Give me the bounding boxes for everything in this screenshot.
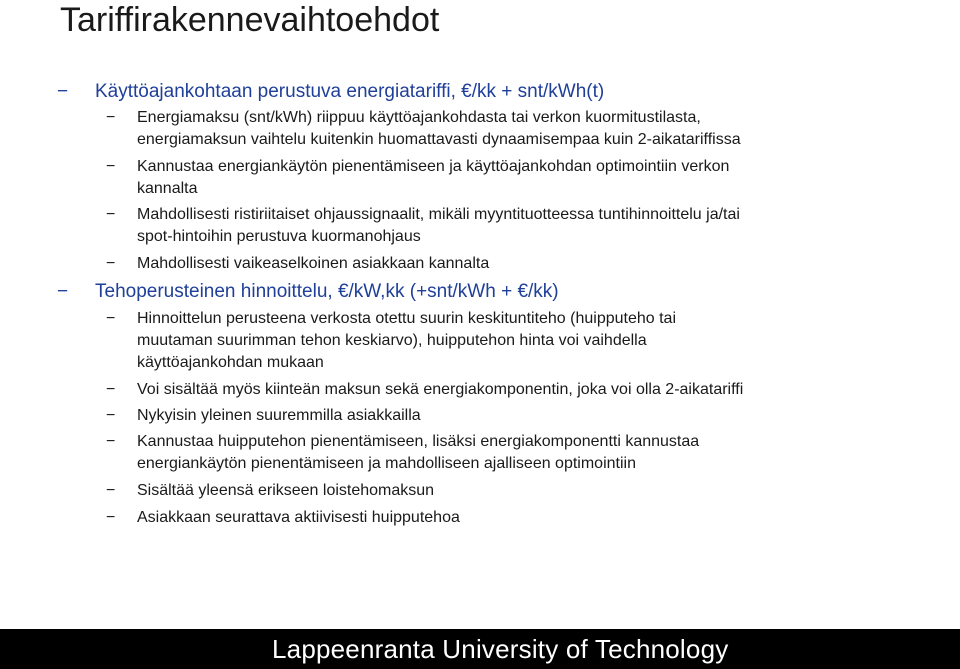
sub-bullet — [106, 507, 460, 529]
dash-marker: − — [106, 109, 116, 126]
dash-marker: − — [57, 281, 69, 302]
dash-marker: − — [57, 81, 69, 102]
sub-bullet — [106, 405, 421, 427]
dash-marker: − — [106, 433, 116, 450]
sub-bullet — [106, 107, 741, 151]
sub-bullet-line: muutaman suurimman tehon keskiarvo), huipputehon hinta voi vaihdella — [137, 332, 647, 349]
footer-university-name: Lappeenranta University of Technology — [272, 634, 729, 664]
sub-bullet-line: käyttöajankohdan mukaan — [137, 354, 324, 371]
sub-bullet-line: spot-hintoihin perustuva kuormanohjaus — [137, 228, 421, 245]
sub-bullet-line: Sisältää yleensä erikseen loistehomaksun — [137, 482, 435, 499]
slide-title: Tariffirakennevaihtoehdot — [60, 1, 440, 39]
sub-bullet-line: Kannustaa energiankäytön pienentämiseen ja käyttöajankohdan optimointiin verkon — [137, 158, 730, 175]
bullet-text: Tehoperusteinen hinnoittelu, €/kW,kk (+snt/kWh + €/kk) — [95, 281, 559, 302]
sub-bullet-line: Asiakkaan seurattava aktiivisesti huipputehoa — [137, 509, 460, 526]
dash-marker: − — [106, 407, 116, 424]
bullet-power-pricing — [57, 280, 559, 304]
sub-bullet — [106, 204, 740, 248]
sub-bullet — [106, 156, 730, 200]
dash-marker: − — [106, 381, 116, 398]
sub-bullet-line: kannalta — [137, 180, 198, 197]
sub-bullet-line: energiamaksun vaihtelu kuitenkin huomattavasti dynaamisempaa kuin 2-aikatariffissa — [137, 131, 741, 148]
sub-bullet — [106, 379, 744, 401]
sub-bullet-line: Hinnoittelun perusteena verkosta otettu suurin keskituntiteho (huipputeho tai — [137, 310, 677, 327]
sub-bullet-line: Kannustaa huipputehon pienentämiseen, lisäksi energiakomponentti kannustaa — [137, 433, 700, 450]
bullet-text: Käyttöajankohtaan perustuva energiatariffi, €/kk + snt/kWh(t) — [95, 81, 605, 102]
bullet-energy-tariff — [57, 80, 605, 104]
sub-bullet — [106, 480, 435, 502]
sub-bullet-line: Nykyisin yleinen suuremmilla asiakkailla — [137, 407, 421, 424]
sub-bullet — [106, 253, 490, 275]
dash-marker: − — [106, 255, 116, 272]
dash-marker: − — [106, 158, 116, 175]
sub-bullet — [106, 308, 677, 374]
sub-bullet-line: Mahdollisesti vaikeaselkoinen asiakkaan kannalta — [137, 255, 490, 272]
sub-bullet-line: Voi sisältää myös kiinteän maksun sekä energiakomponentin, joka voi olla 2-aikatariffi — [137, 381, 744, 398]
sub-bullet-line: Mahdollisesti ristiriitaiset ohjaussignaalit, mikäli myyntituotteessa tuntihinnoittelu ja/tai — [137, 206, 740, 223]
sub-bullet-line: energiankäytön pienentämiseen ja mahdolliseen ajalliseen optimointiin — [137, 455, 636, 472]
dash-marker: − — [106, 482, 116, 499]
dash-marker: − — [106, 206, 116, 223]
dash-marker: − — [106, 509, 116, 526]
sub-bullet-line: Energiamaksu (snt/kWh) riippuu käyttöajankohdasta tai verkon kuormitustilasta, — [137, 109, 701, 126]
sub-bullet — [106, 431, 700, 475]
footer-bar — [0, 629, 960, 669]
dash-marker: − — [106, 310, 116, 327]
